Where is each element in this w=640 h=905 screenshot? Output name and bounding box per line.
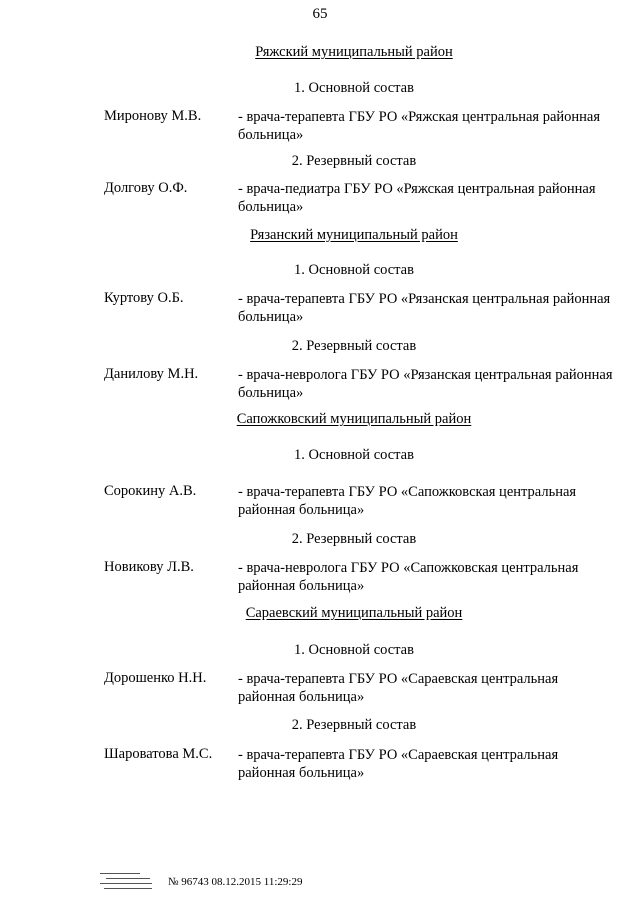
member-name: Куртову О.Б. <box>104 290 184 306</box>
member-description: - врача-невролога ГБУ РО «Сапожковская центральная районная больница» <box>238 560 579 594</box>
document-datetime: 08.12.2015 11:29:29 <box>211 876 303 888</box>
reserve-composition-heading: 2. Резервный состав <box>291 717 417 733</box>
member-description: - врача-терапевта ГБУ РО «Ряжская центральная районная больница» <box>238 109 601 143</box>
member-name: Новикову Л.В. <box>104 559 194 575</box>
reserve-composition-heading: 2. Резервный состав <box>291 531 417 547</box>
main-composition-heading: 1. Основной состав <box>294 642 414 658</box>
member-description: - врача-терапевта ГБУ РО «Сапожковская центральная районная больница» <box>238 484 577 518</box>
main-composition-heading: 1. Основной состав <box>294 447 414 463</box>
district-title-sapozhkovsky: Сапожковский муниципальный район <box>236 411 472 427</box>
reserve-composition-heading: 2. Резервный состав <box>291 338 417 354</box>
district-title-ryazansky: Рязанский муниципальный район <box>250 227 458 243</box>
document-registration-footer <box>168 876 302 888</box>
barcode-stamp <box>100 870 156 890</box>
member-name: Долгову О.Ф. <box>104 180 188 196</box>
reserve-composition-heading: 2. Резервный состав <box>291 153 417 169</box>
page-number: 65 <box>312 6 328 22</box>
member-name: Данилову М.Н. <box>104 366 199 382</box>
member-description: - врача-терапевта ГБУ РО «Сараевская центральная районная больница» <box>238 671 559 705</box>
main-composition-heading: 1. Основной состав <box>294 80 414 96</box>
member-description: - врача-терапевта ГБУ РО «Сараевская центральная районная больница» <box>238 747 559 781</box>
district-title-saraevsky: Сараевский муниципальный район <box>245 605 463 621</box>
member-name: Сорокину А.В. <box>104 483 197 499</box>
member-description: - врача-терапевта ГБУ РО «Рязанская центральная районная больница» <box>238 291 611 325</box>
member-description: - врача-невролога ГБУ РО «Рязанская центральная районная больница» <box>238 367 613 401</box>
member-name: Дорошенко Н.Н. <box>104 670 207 686</box>
document-number: № 96743 <box>168 876 209 888</box>
member-description: - врача-педиатра ГБУ РО «Ряжская центральная районная больница» <box>238 181 596 215</box>
member-name: Миронову М.В. <box>104 108 202 124</box>
main-composition-heading: 1. Основной состав <box>294 262 414 278</box>
member-name: Шароватова М.С. <box>104 746 213 762</box>
district-title-ryazhsky: Ряжский муниципальный район <box>255 44 453 60</box>
